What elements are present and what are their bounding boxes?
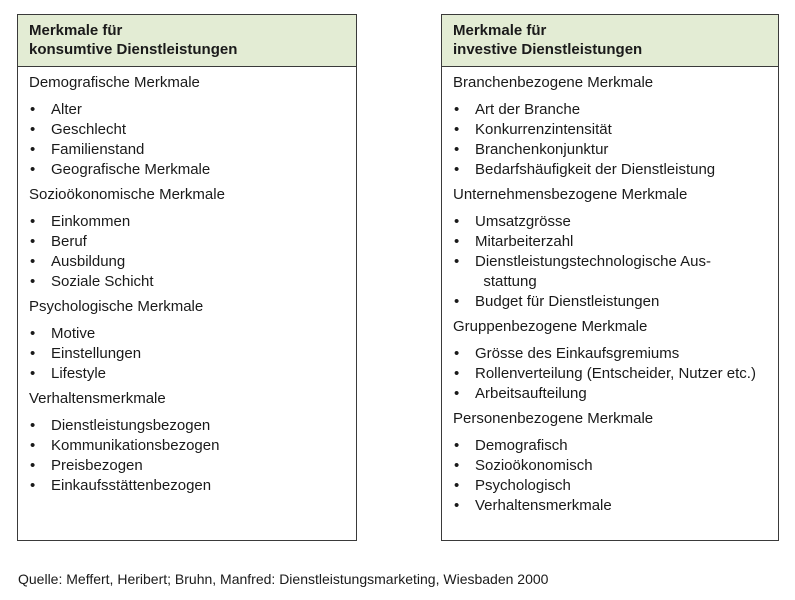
list-item xyxy=(29,476,345,496)
investive-header-line1: Merkmale für xyxy=(453,22,547,39)
list-item-text: Einkommen xyxy=(51,213,131,230)
list-item-text: Einstellungen xyxy=(51,345,142,362)
list-item xyxy=(29,344,345,364)
bullet-icon: • xyxy=(30,345,36,362)
list-item-text: Ausbildung xyxy=(51,253,126,270)
list-item-text: Budget für Dienstleistungen xyxy=(475,293,660,310)
bullet-icon: • xyxy=(30,213,36,230)
list-item xyxy=(453,364,767,384)
list-item-text: Demografisch xyxy=(475,437,568,454)
bullet-icon: • xyxy=(30,233,36,250)
bullet-icon: • xyxy=(454,253,460,270)
list-item-text: Umsatzgrösse xyxy=(475,213,571,230)
list-item xyxy=(29,140,345,160)
list-item xyxy=(453,496,767,516)
bullet-icon: • xyxy=(30,253,36,270)
list-item-text: Arbeitsaufteilung xyxy=(475,385,587,402)
list-item-text: Soziale Schicht xyxy=(51,273,154,290)
list-item xyxy=(453,160,767,180)
bullet-icon: • xyxy=(30,141,36,158)
list-item xyxy=(453,436,767,456)
list-item xyxy=(29,232,345,252)
list-item xyxy=(453,344,767,364)
group-list xyxy=(29,324,345,384)
bullet-icon: • xyxy=(30,365,36,382)
bullet-icon: • xyxy=(454,141,460,158)
list-item-text: Lifestyle xyxy=(51,365,107,382)
group-list xyxy=(453,436,767,516)
bullet-icon: • xyxy=(454,293,460,310)
list-item xyxy=(29,252,345,272)
list-item xyxy=(29,120,345,140)
list-item xyxy=(29,212,345,232)
investive-services-panel xyxy=(441,14,779,541)
list-item xyxy=(453,476,767,496)
list-item-text: Branchenkonjunktur xyxy=(475,141,609,158)
bullet-icon: • xyxy=(30,325,36,342)
group-title: Verhaltensmerkmale xyxy=(29,390,166,407)
list-item-text: Verhaltensmerkmale xyxy=(475,497,612,514)
bullet-icon: • xyxy=(30,101,36,118)
list-item xyxy=(453,140,767,160)
bullet-icon: • xyxy=(454,345,460,362)
bullet-icon: • xyxy=(30,161,36,178)
list-item xyxy=(453,384,767,404)
group-list xyxy=(29,416,345,496)
bullet-icon: • xyxy=(30,417,36,434)
list-item xyxy=(29,436,345,456)
list-item-text: Art der Branche xyxy=(475,101,581,118)
group-title: Personenbezogene Merkmale xyxy=(453,410,654,427)
bullet-icon: • xyxy=(454,385,460,402)
bullet-icon: • xyxy=(454,213,460,230)
bullet-icon: • xyxy=(454,457,460,474)
list-item xyxy=(29,324,345,344)
group-list xyxy=(29,212,345,292)
investive-services-body xyxy=(442,67,778,516)
list-item xyxy=(29,100,345,120)
list-item xyxy=(29,456,345,476)
list-item xyxy=(29,416,345,436)
list-item-text: Preisbezogen xyxy=(51,457,143,474)
bullet-icon: • xyxy=(30,437,36,454)
investive-header-line2: investive Dienstleistungen xyxy=(453,41,643,58)
bullet-icon: • xyxy=(454,121,460,138)
bullet-icon: • xyxy=(454,365,460,382)
list-item-text: Sozioökonomisch xyxy=(475,457,593,474)
bullet-icon: • xyxy=(454,161,460,178)
list-item-text: Kommunikationsbezogen xyxy=(51,437,220,454)
list-item-text: Motive xyxy=(51,325,96,342)
list-item-text: Dienstleistungsbezogen xyxy=(51,417,211,434)
list-item-text: Einkaufsstättenbezogen xyxy=(51,477,212,494)
consumer-header-line2: konsumtive Dienstleistungen xyxy=(29,41,238,58)
group-list xyxy=(453,344,767,404)
bullet-icon: • xyxy=(30,273,36,290)
list-item xyxy=(453,120,767,140)
list-item-text: Geschlecht xyxy=(51,121,127,138)
list-item xyxy=(453,456,767,476)
bullet-icon: • xyxy=(30,121,36,138)
list-item xyxy=(29,160,345,180)
group-title: Psychologische Merkmale xyxy=(29,298,204,315)
group-title: Sozioökonomische Merkmale xyxy=(29,186,225,203)
list-item xyxy=(453,212,767,232)
group-title: Branchenbezogene Merkmale xyxy=(453,74,654,91)
list-item xyxy=(453,252,767,292)
bullet-icon: • xyxy=(454,101,460,118)
group-title: Gruppenbezogene Merkmale xyxy=(453,318,648,335)
bullet-icon: • xyxy=(30,477,36,494)
list-item-text: Alter xyxy=(51,101,82,118)
list-item xyxy=(29,364,345,384)
list-item-text: Psychologisch xyxy=(475,477,571,494)
consumer-services-header xyxy=(18,15,356,67)
list-item-text: Bedarfshäufigkeit der Dienstleistung xyxy=(475,161,716,178)
group-title: Demografische Merkmale xyxy=(29,74,200,91)
list-item-text: Geografische Merkmale xyxy=(51,161,211,178)
list-item xyxy=(453,232,767,252)
consumer-header-line1: Merkmale für xyxy=(29,22,123,39)
group-title: Unternehmensbezogene Merkmale xyxy=(453,186,688,203)
list-item-text: Dienstleistungstechnologische Aus- stattung xyxy=(475,253,711,290)
list-item xyxy=(453,292,767,312)
source-citation: Quelle: Meffert, Heribert; Bruhn, Manfred: Dienstleistungsmarketing, Wiesbaden 2000 xyxy=(18,571,549,587)
list-item xyxy=(453,100,767,120)
investive-services-header xyxy=(442,15,778,67)
list-item-text: Familienstand xyxy=(51,141,145,158)
consumer-services-body xyxy=(18,67,356,496)
list-item-text: Rollenverteilung (Entscheider, Nutzer etc.) xyxy=(475,365,756,382)
group-list xyxy=(453,100,767,180)
list-item-text: Grösse des Einkaufsgremiums xyxy=(475,345,680,362)
group-list xyxy=(29,100,345,180)
list-item xyxy=(29,272,345,292)
bullet-icon: • xyxy=(30,457,36,474)
group-list xyxy=(453,212,767,312)
bullet-icon: • xyxy=(454,477,460,494)
bullet-icon: • xyxy=(454,437,460,454)
list-item-text: Mitarbeiterzahl xyxy=(475,233,574,250)
bullet-icon: • xyxy=(454,233,460,250)
list-item-text: Konkurrenzintensität xyxy=(475,121,612,138)
consumer-services-panel xyxy=(17,14,357,541)
list-item-text: Beruf xyxy=(51,233,87,250)
bullet-icon: • xyxy=(454,497,460,514)
